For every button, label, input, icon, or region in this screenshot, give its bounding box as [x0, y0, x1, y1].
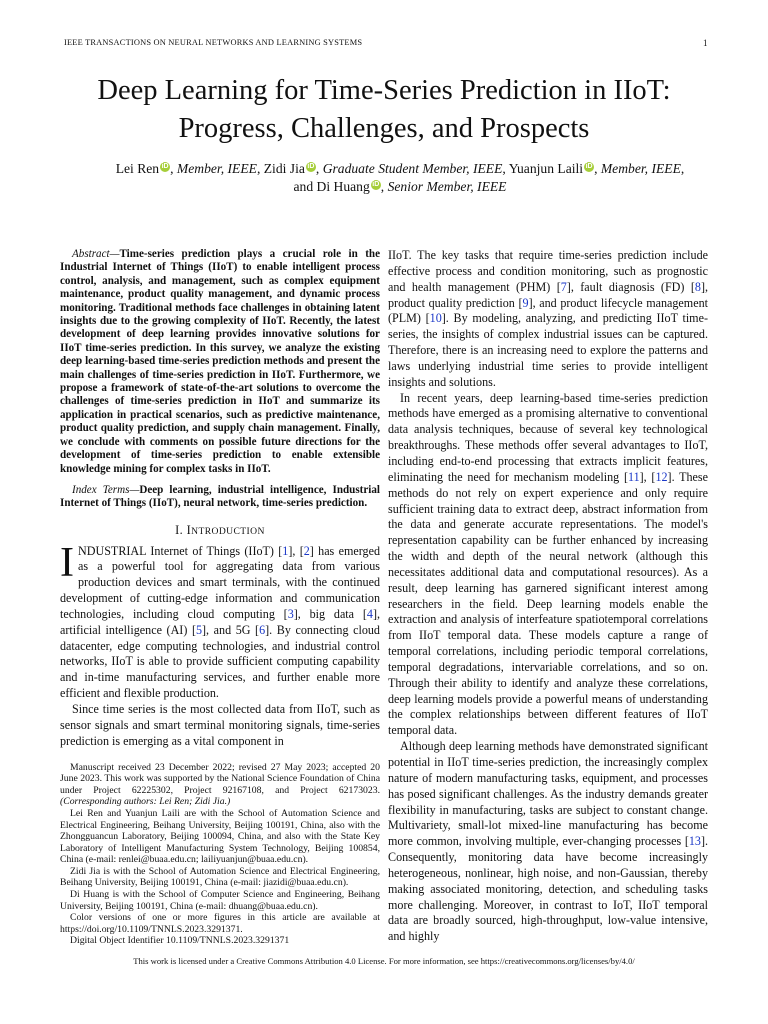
license-notice: This work is licensed under a Creative Commons Attribution 4.0 License. For more information, see https://creativecommons.org/licenses/by/4.0/ — [133, 956, 635, 966]
abstract-label: Abstract— — [72, 248, 120, 260]
footnote-color-versions: Color versions of one or more figures in this article are available at https://doi.org/10.1109/TNNLS.2023.3291371. — [60, 912, 380, 935]
title-line-2: Progress, Challenges, and Prospects — [178, 113, 590, 144]
footnote-manuscript: Manuscript received 23 December 2022; revised 27 May 2023; accepted 20 June 2023. This work was supported by the National Science Foundation of China under Project 62225302, Project 92167108, and Project 62173023. (Corresponding authors: Lei Ren; Zidi Jia.) — [60, 761, 380, 808]
index-terms-text: Deep learning, industrial intelligence, Industrial Internet of Things (IIoT), neural network, time-series prediction. — [60, 483, 380, 510]
index-terms — [60, 484, 380, 511]
author-name: Lei Ren — [115, 161, 160, 176]
section-numeral: I. — [175, 522, 187, 537]
body-paragraph: IIoT. The key tasks that require time-series prediction include effective process and condition monitoring, such as prognostic and health management (PHM) [7], fault diagnosis (FD) [8], product quality prediction [9], and product lifecycle management (PLM) [10]. By modeling, analyzing, and predicting IIoT time-series, the insights of complex industrial issues can be captured. Therefore, there is an increasing need to explore the patterns and laws underlying industrial time series to provide intelligent insights and solutions. — [388, 248, 708, 389]
section-title-rest: NTRODUCTION — [191, 525, 265, 537]
citation-link[interactable]: 12 — [655, 469, 668, 484]
body-paragraph: In recent years, deep learning-based time-series prediction methods have emerged as a promising alternative to conventional data analysis techniques, because of several key technological breakthroughs. These methods offer several advantages to IIoT, including end-to-end processing that extracts implicit features, eliminating the need for mechanism modeling [11], [12]. These methods do not rely on expert experience and only require sufficient training data to extract deep, abstract information from the data and generate accurate representations. The model's representation capability can be further enhanced by increasing the width and depth of the neural network (although this necessitates additional data and computational resources). As a result, deep learning has garnered significant interest among researchers in the field. Deep learning models enable the extraction and analysis of interfeature spatiotemporal correlations from IIoT temporal data. These models capture a range of temporal correlations, including periodic temporal correlations, temporal degradations, intervariable correlations, and so on. Through their ability to identify and analyze these correlations, deep learning models provide a powerful means of understanding the complex relationships between different features of IIoT temporal data. — [388, 390, 708, 738]
title-line-1: Deep Learning for Time-Series Prediction in IIoT: — [97, 75, 671, 106]
intro-paragraph-2: Since time series is the most collected data from IIoT, such as sensor signals and smart terminal monitoring signals, time-series prediction is emerging as a vital component in — [60, 702, 380, 748]
author-name: Zidi Jia — [263, 161, 305, 176]
running-header-journal: IEEE TRANSACTIONS ON NEURAL NETWORKS AND LEARNING SYSTEMS — [64, 38, 363, 47]
footnotes — [60, 762, 380, 948]
footnote-affiliation: Zidi Jia is with the School of Automation Science and Electrical Engineering, Beihang University, Beijing 100191, China (e-mail: jiazidi@buaa.edu.cn). — [60, 865, 380, 889]
drop-cap: I — [60, 539, 74, 586]
citation-link[interactable]: 3 — [287, 606, 294, 621]
citation-link[interactable]: 8 — [694, 279, 701, 294]
corresponding-authors: (Corresponding authors: Lei Ren; Zidi Jia.) — [60, 796, 231, 808]
author-name: and Di Huang — [293, 179, 370, 194]
orcid-icon[interactable]: iD — [307, 163, 315, 170]
citation-link[interactable]: 6 — [259, 622, 266, 637]
author-role: Member, IEEE — [600, 161, 681, 176]
citation-link[interactable]: 7 — [560, 279, 567, 294]
section-title-initial: I — [186, 522, 192, 537]
right-column — [388, 248, 708, 945]
orcid-icon[interactable]: iD — [161, 163, 169, 170]
citation-link[interactable]: 5 — [195, 622, 203, 637]
author-list: Lei Ren iD , Member, IEEE, Zidi Jia iD , Graduate Student Member, IEEE, Yuanjun Laili iD , Member, IEEE, and Di Huang iD , Senior Member, IEEE — [115, 161, 685, 194]
orcid-icon[interactable]: iD — [585, 163, 593, 170]
author-role: Senior Member, IEEE — [387, 179, 507, 194]
citation-link[interactable]: 1 — [282, 543, 289, 558]
body-paragraph: Although deep learning methods have demonstrated significant potential in IIoT time-series prediction, the increasingly complex nature of modern manufacturing tasks, equipment, and processes has posed significant challenges. As the industry demands greater flexibility in manufacturing, tasks are subject to constant change. Multivariety, small-lot mixed-line manufacturing has become more common, involving multiple, ever-changing processes [13]. Consequently, monitoring data have become increasingly heterogeneous, nonlinear, high noise, and non-Gaussian, thereby making associated monitoring, detection, and scheduling tasks more challenging. Moreover, in contrast to IoT, IIoT temporal data are broadly sourced, high-throughput, low-value intensive, and highly — [388, 739, 708, 944]
author-name: Yuanjun Laili — [508, 161, 584, 176]
citation-link[interactable]: 4 — [366, 606, 373, 621]
author-role: Member, IEEE — [176, 161, 257, 176]
citation-link[interactable]: 2 — [303, 543, 310, 558]
footnote-affiliation: Lei Ren and Yuanjun Laili are with the School of Automation Science and Electrical Engineering, Beihang University, Beijing 100191, China, also with the Zhongguancun Laboratory, Beijing 100094, China, and also with the State Key Laboratory of Intelligent Manufacturing System Technology, Beijing 100854, China (e-mail: renlei@buaa.edu.cn; lailiyuanjun@buaa.edu.cn). — [60, 807, 380, 866]
citation-link[interactable]: 10 — [429, 311, 442, 326]
orcid-icon[interactable]: iD — [372, 181, 380, 188]
footnote-affiliation: Di Huang is with the School of Computer Science and Engineering, Beihang University, Beijing 100191, China (e-mail: dhuang@buaa.edu.cn). — [60, 889, 380, 912]
footnote-doi: Digital Object Identifier 10.1109/TNNLS.2023.3291371 — [70, 935, 290, 947]
citation-link[interactable]: 13 — [688, 834, 701, 849]
paper-title — [0, 72, 768, 148]
section-heading-introduction — [60, 523, 380, 540]
intro-paragraph-1: INDUSTRIAL Internet of Things (IIoT) [1], [2] has emerged as a powerful tool for aggregating data from various production devices and smart terminals, with the continued development of cutting-edge information and communication technologies, including cloud computing [3], big data [4], artificial intelligence (AI) [5], and 5G [6]. By connecting cloud datacenter, edge computing technologies, and industrial control networks, IIoT is able to provide sufficient computing capability and in-time manufacturing services, and further enable more efficient and flexible production. — [60, 539, 380, 701]
left-column — [60, 248, 380, 947]
page-number: 1 — [703, 38, 708, 48]
index-terms-label: Index Terms— — [72, 483, 140, 496]
abstract — [60, 248, 380, 476]
abstract-text: Time-series prediction plays a crucial role in the Industrial Internet of Things (IIoT) to enable intelligent process control, analysis, and management, such as complex equipment maintenance, product quality management, and dynamic process monitoring. Traditional methods face challenges in obtaining latent insights due to the growing complexity of IIoT. Recently, the latest development of deep learning provides innovative solutions for IIoT time-series prediction. In this survey, we analyze the existing deep learning-based time-series prediction methods and present the main challenges of time-series prediction in IIoT. Furthermore, we propose a framework of state-of-the-art solutions to overcome the challenges of time-series prediction in IIoT and summarize its application in practical scenarios, such as predictive maintenance, product quality prediction, and supply chain management. Finally, we conclude with comments on possible future directions for the development of time-series prediction to enable extensible knowledge mining for complex tasks in IIoT. — [60, 248, 380, 475]
citation-link[interactable]: 11 — [627, 469, 640, 484]
citation-link[interactable]: 9 — [522, 295, 529, 310]
author-role: Graduate Student Member, IEEE — [322, 161, 503, 176]
